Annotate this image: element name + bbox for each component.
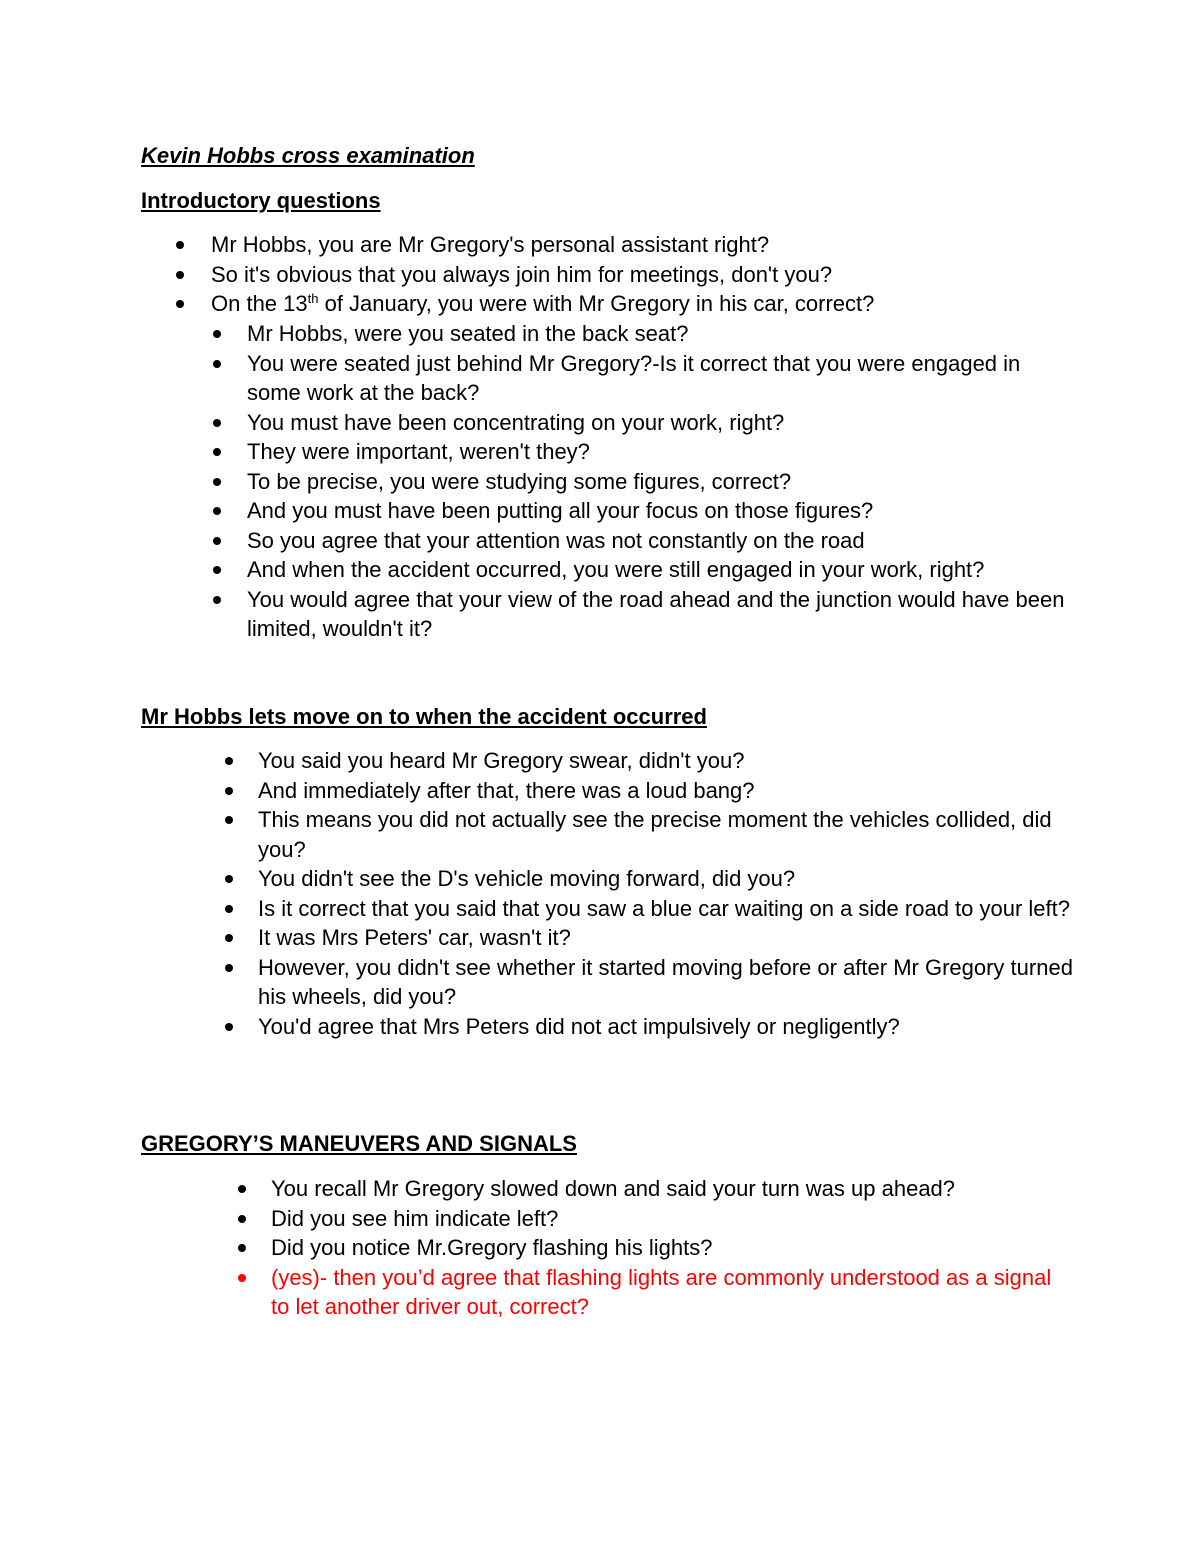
accident-questions-list [258,746,1088,1041]
bullet-icon [225,964,233,972]
list-item-text: Mr Hobbs, you are Mr Gregory's personal assistant right? [211,232,770,257]
bullet-icon [225,787,233,795]
list-item [247,408,1077,438]
bullet-icon [225,875,233,883]
list-item-text-after: of January, you were with Mr Gregory in his car, correct? [318,291,875,316]
list-item-text: Did you see him indicate left? [271,1205,559,1231]
list-item [247,555,1077,585]
bullet-icon [213,419,221,427]
bullet-icon [176,271,184,279]
list-item [258,776,1088,806]
introductory-questions-list [211,230,1091,319]
list-item [247,526,1077,556]
list-item [258,894,1088,924]
list-item [258,923,1088,953]
highlighted-list-item [271,1263,1071,1322]
list-item-text: You recall Mr Gregory slowed down and said your turn was up ahead? [271,1176,956,1201]
list-item-text: Did you notice Mr.Gregory flashing his lights? [271,1235,713,1260]
bullet-icon [225,757,233,765]
list-item-text: You said you heard Mr Gregory swear, didn't you? [258,748,745,773]
bullet-icon [225,905,233,913]
list-item [271,1174,1071,1204]
bullet-icon [213,596,221,604]
bullet-icon [213,448,221,456]
list-item [247,585,1077,644]
list-item [258,805,1088,864]
bullet-icon [176,241,184,249]
introductory-sub-questions-list [247,319,1077,644]
list-item [271,1204,1071,1234]
list-item [247,467,1077,497]
list-item-text: (yes)- then you’d agree that flashing lights are commonly understood as a signal to let another driver out, correct? [271,1264,1052,1319]
section-heading-maneuvers: GREGORY’S MANEUVERS AND SIGNALS [141,1131,577,1156]
bullet-icon [238,1215,246,1223]
list-item-text: You were seated just behind Mr Gregory?-Is it correct that you were engaged in some work at the back? [247,350,1021,405]
document-title: Kevin Hobbs cross examination [141,143,475,168]
list-item-text: And when the accident occurred, you were still engaged in your work, right? [247,557,985,582]
list-item-text: And you must have been putting all your focus on those figures? [247,498,874,523]
list-item [258,1012,1088,1042]
list-item [247,496,1077,526]
bullet-icon [225,816,233,824]
list-item [247,437,1077,467]
list-item [247,349,1077,408]
list-item-text: And immediately after that, there was a loud bang? [258,777,755,803]
list-item [211,260,1091,290]
bullet-icon [238,1274,246,1282]
list-item-text: They were important, weren't they? [247,439,590,464]
superscript-ordinal: th [307,291,319,306]
list-item-text: You must have been concentrating on your work, right? [247,409,785,435]
bullet-icon [238,1244,246,1252]
list-item-text: Is it correct that you said that you saw a blue car waiting on a side road to your left? [258,895,1070,921]
list-item [247,319,1077,349]
list-item [211,289,1091,319]
bullet-icon [238,1185,246,1193]
maneuvers-questions-list [271,1174,1071,1322]
list-item-text: You didn't see the D's vehicle moving forward, did you? [258,866,796,891]
section-heading-accident: Mr Hobbs lets move on to when the accident occurred [141,704,707,729]
bullet-icon [213,478,221,486]
bullet-icon [213,330,221,338]
list-item-text: However, you didn't see whether it started moving before or after Mr Gregory turned his wheels, did you? [258,954,1073,1009]
list-item [258,746,1088,776]
bullet-icon [176,300,184,308]
bullet-icon [213,360,221,368]
list-item-text: Mr Hobbs, were you seated in the back seat? [247,321,689,346]
list-item-text: You would agree that your view of the road ahead and the junction would have been limited, wouldn't it? [247,586,1065,641]
section-heading-introductory: Introductory questions [141,188,381,213]
list-item-text: It was Mrs Peters' car, wasn't it? [258,925,571,950]
list-item-text-before: On the 13 [211,291,308,316]
bullet-icon [213,566,221,574]
bullet-icon [225,1023,233,1031]
list-item [258,864,1088,894]
list-item-text: To be precise, you were studying some figures, correct? [247,468,792,494]
list-item [258,953,1088,1012]
list-item [271,1233,1071,1263]
bullet-icon [213,537,221,545]
list-item-text: You'd agree that Mrs Peters did not act impulsively or negligently? [258,1013,900,1039]
list-item-text: So it's obvious that you always join him for meetings, don't you? [211,261,833,287]
bullet-icon [225,934,233,942]
list-item [211,230,1091,260]
list-item-text: This means you did not actually see the precise moment the vehicles collided, did you? [258,807,1052,862]
bullet-icon [213,507,221,515]
list-item-text: So you agree that your attention was not constantly on the road [247,527,865,553]
